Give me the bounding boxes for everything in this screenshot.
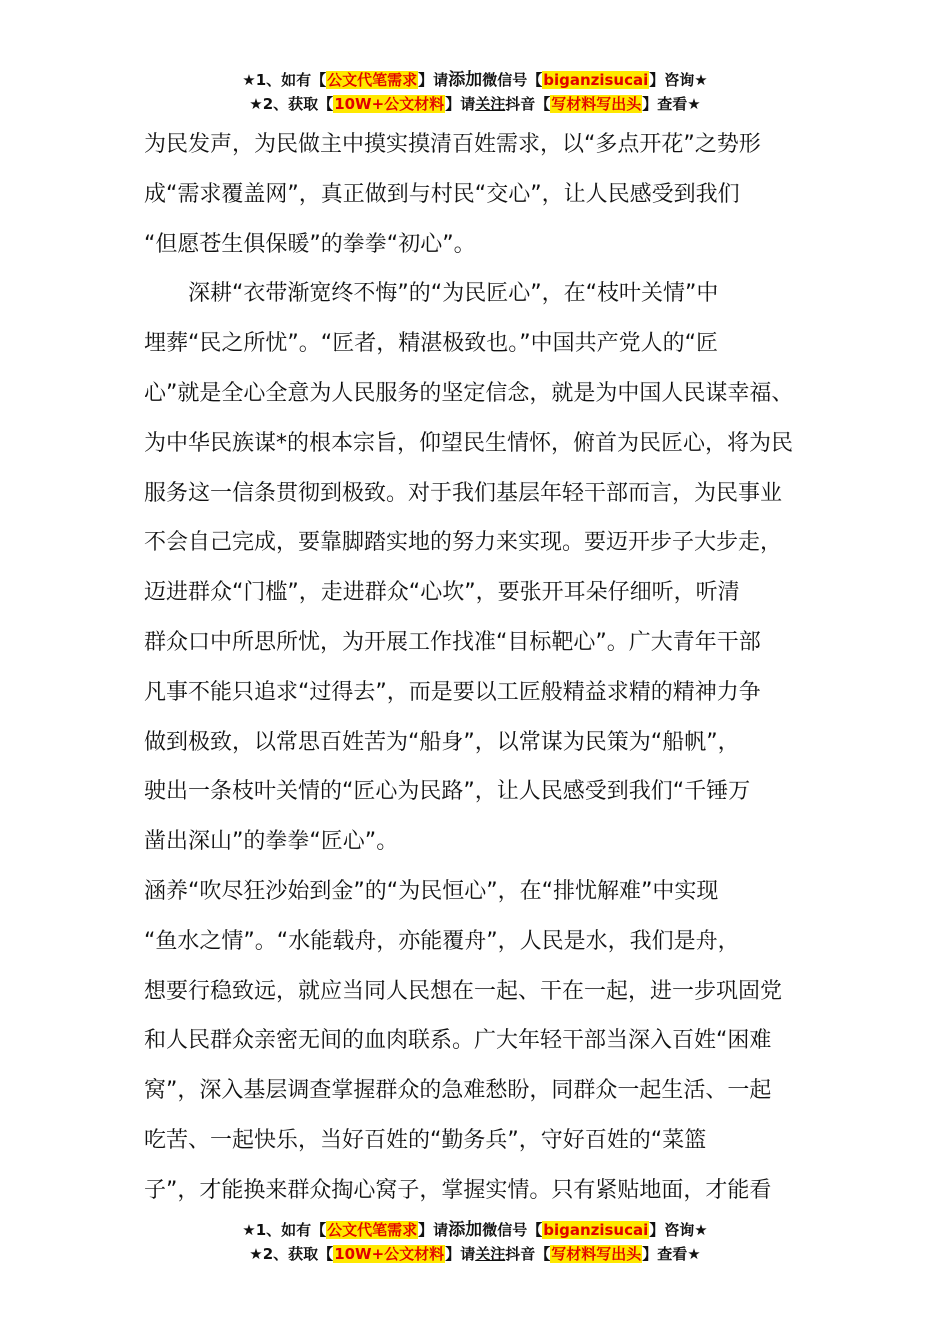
body-line: 和人民群众亲密无间的血肉联系。广大年轻干部当深入百姓“困难	[144, 1028, 772, 1054]
banner-text: 】咨询★	[649, 1221, 708, 1239]
banner-text: ★1、如有【	[242, 1221, 327, 1239]
banner-text: 】咨询★	[649, 71, 708, 89]
footer-banner	[0, 1218, 950, 1266]
paragraph-start-line: 涵养“吹尽狂沙始到金”的“为民恒心”，在“排忧解难”中实现	[144, 878, 719, 904]
body-line: 想要行稳致远，就应当同人民想在一起、干在一起，进一步巩固党	[144, 978, 783, 1004]
body-line: 驶出一条枝叶关情的“匠心为民路”，让人民感受到我们“千锤万	[144, 779, 751, 805]
banner-highlight-douyin: 写材料写出头	[551, 95, 642, 113]
banner-text: 】请	[418, 1221, 449, 1239]
header-banner	[0, 68, 950, 116]
banner-line-2	[0, 1242, 950, 1266]
paragraph-start-line: 深耕“衣带渐宽终不悔”的“为民匠心”，在“枝叶关情”中	[188, 281, 719, 307]
body-line: 凡事不能只追求“过得去”，而是要以工匠般精益求精的精神力争	[144, 679, 761, 705]
body-line: 迈进群众“门槛”，走进群众“心坎”，要张开耳朵仔细听，听清	[144, 580, 740, 606]
banner-text: 抖音【	[505, 95, 551, 113]
document-body	[144, 120, 824, 1216]
banner-highlight-service: 公文代笔需求	[327, 71, 418, 89]
banner-text: 】查看★	[642, 95, 701, 113]
body-line: 服务这一信条贯彻到极致。对于我们基层年轻干部而言，为民事业	[144, 480, 783, 506]
body-line: 不会自己完成，要靠脚踏实地的努力来实现。要迈开步子大步走，	[144, 530, 783, 556]
banner-highlight-service: 公文代笔需求	[327, 1221, 418, 1239]
banner-text: 抖音【	[505, 1245, 551, 1263]
body-line: 为民发声，为民做主中摸实摸清百姓需求，以“多点开花”之势形	[144, 132, 761, 157]
banner-text: 】查看★	[642, 1245, 701, 1263]
body-line: 成“需求覆盖网”，真正做到与村民“交心”，让人民感受到我们	[144, 181, 740, 207]
body-line: “但愿苍生俱保暖”的拳拳“初心”。	[144, 231, 476, 257]
banner-text: 】请	[445, 95, 476, 113]
banner-emphasis: 添加	[448, 70, 483, 90]
banner-line-1	[0, 1218, 950, 1242]
banner-text: 】请	[418, 71, 449, 89]
banner-highlight-douyin: 写材料写出头	[551, 1245, 642, 1263]
banner-text: ★1、如有【	[242, 71, 327, 89]
banner-highlight-materials: 10W+公文材料	[334, 1245, 445, 1263]
banner-highlight-wechat-id: biganzisucai	[543, 1221, 649, 1239]
banner-text: ★2、获取【	[249, 95, 334, 113]
banner-emphasis: 添加	[448, 1220, 483, 1240]
body-line: “鱼水之情”。“水能载舟，亦能覆舟”，人民是水，我们是舟，	[144, 928, 740, 954]
banner-emphasis: 关注	[475, 1245, 506, 1263]
banner-highlight-materials: 10W+公文材料	[334, 95, 445, 113]
banner-text: 】请	[445, 1245, 476, 1263]
banner-highlight-wechat-id: biganzisucai	[543, 71, 649, 89]
body-line: 埋葬“民之所忧”。“匠者，精湛极致也。”中国共产党人的“匠	[144, 331, 718, 357]
body-line: 做到极致，以常思百姓苦为“船身”，以常谋为民策为“船帆”，	[144, 729, 740, 755]
body-line: 群众口中所思所忧，为开展工作找准“目标靶心”。广大青年干部	[144, 629, 761, 655]
banner-line-2	[0, 92, 950, 116]
body-line: 子”，才能换来群众掏心窝子，掌握实情。只有紧贴地面，才能看	[144, 1177, 772, 1203]
banner-emphasis: 关注	[475, 95, 506, 113]
body-line: 吃苦、一起快乐，当好百姓的“勤务兵”，守好百姓的“菜篮	[144, 1127, 707, 1153]
banner-text: ★2、获取【	[249, 1245, 334, 1263]
body-line: 凿出深山”的拳拳“匠心”。	[144, 829, 399, 855]
body-line: 心”就是全心全意为人民服务的坚定信念，就是为中国人民谋幸福、	[144, 380, 794, 406]
banner-text: 微信号【	[482, 1221, 543, 1239]
body-line: 为中华民族谋*的根本宗旨，仰望民生情怀，俯首为民匠心，将为民	[144, 430, 794, 456]
body-line: 窝”，深入基层调查掌握群众的急难愁盼，同群众一起生活、一起	[144, 1078, 772, 1104]
banner-line-1	[0, 68, 950, 92]
banner-text: 微信号【	[482, 71, 543, 89]
